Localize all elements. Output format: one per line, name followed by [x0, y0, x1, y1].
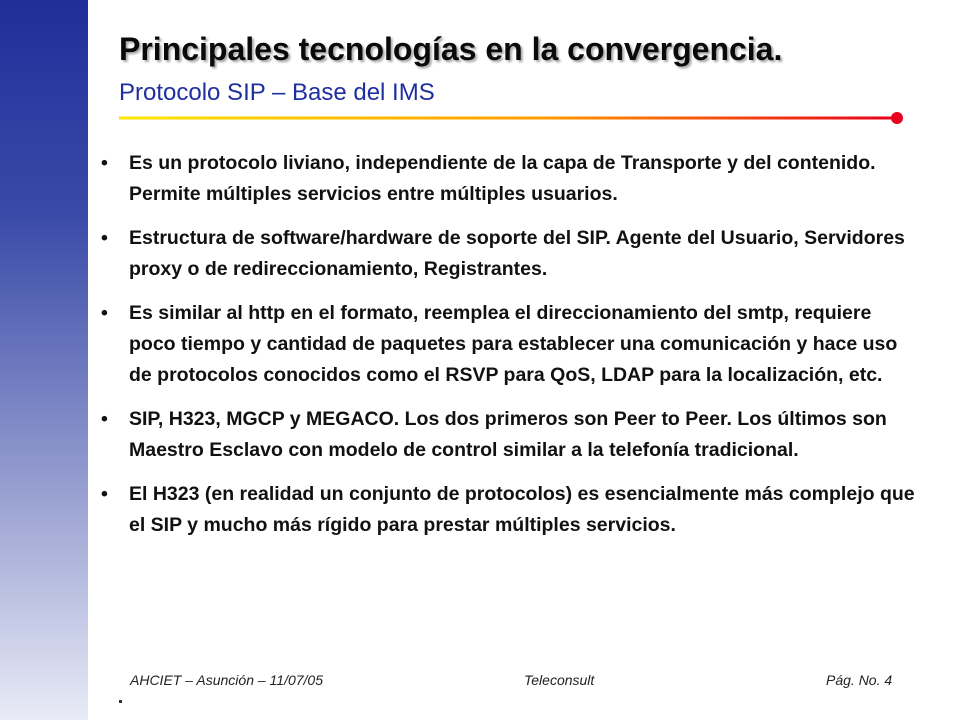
bullet-text: SIP, H323, MGCP y MEGACO. Los dos primeros son Peer to Peer. Los últimos son Maestro Esclavo con modelo de control similar a la telefonía tradicional.	[129, 408, 887, 461]
footer-page-number: Pág. No. 4	[826, 672, 893, 688]
bullet-item	[101, 223, 921, 285]
rule-line	[119, 117, 897, 120]
title-underline-rule	[119, 112, 904, 124]
footer-company: Teleconsult	[524, 672, 595, 688]
slide-subtitle: Protocolo SIP – Base del IMS	[119, 79, 435, 106]
bullet-item	[101, 298, 921, 391]
bullet-marker: •	[101, 483, 108, 505]
bullet-text: Estructura de software/hardware de soporte del SIP. Agente del Usuario, Servidores proxy o de redireccionamiento, Registrantes.	[129, 227, 905, 280]
bullet-text: Es un protocolo liviano, independiente de la capa de Transporte y del contenido. Permite múltiples servicios entre múltiples usuarios.	[129, 152, 876, 205]
bullet-marker: •	[101, 152, 108, 174]
bullet-text: Es similar al http en el formato, reemplea el direccionamiento del smtp, requiere poco tiempo y cantidad de paquetes para establecer una comunicación y hace uso de protocolos conocidos como el RSVP para QoS, LDAP para la localización, etc.	[129, 302, 898, 386]
slide-title: Principales tecnologías en la convergencia.	[119, 31, 783, 67]
bullet-item	[101, 404, 921, 466]
bullet-item	[101, 479, 921, 541]
bullet-text: El H323 (en realidad un conjunto de protocolos) es esencialmente más complejo que el SIP y mucho más rígido para prestar múltiples servicios.	[129, 483, 915, 536]
bullet-marker: •	[101, 302, 108, 324]
bullet-list	[101, 148, 921, 554]
rule-end-dot	[891, 112, 903, 124]
footer-event-date: AHCIET – Asunción – 11/07/05	[130, 672, 323, 688]
side-gradient-band	[0, 0, 88, 720]
bullet-marker: •	[101, 227, 108, 249]
bullet-item	[101, 148, 921, 210]
bullet-marker: •	[101, 408, 108, 430]
decorative-dot	[119, 700, 122, 703]
